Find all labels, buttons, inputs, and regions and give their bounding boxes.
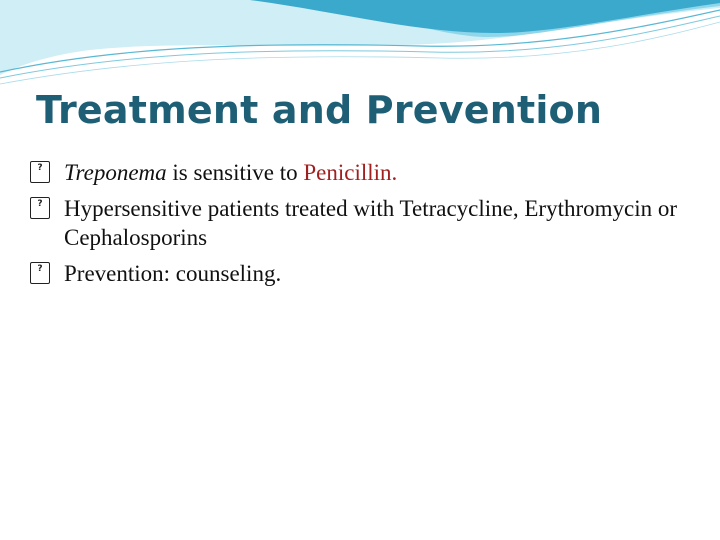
bullet-highlight: Penicillin. bbox=[303, 160, 398, 185]
bullet-item bbox=[30, 194, 690, 252]
bullet-text: is sensitive to bbox=[166, 160, 304, 185]
unknown-glyph-icon: ? bbox=[30, 262, 50, 284]
header-wave-decoration bbox=[0, 0, 720, 90]
bullet-text: Hypersensitive patients treated with Tetracycline, Erythromycin or Cephalosporins bbox=[64, 196, 678, 250]
bullet-text: : counseling. bbox=[163, 261, 282, 286]
bullet-term: Prevention bbox=[64, 261, 164, 286]
unknown-glyph-icon: ? bbox=[30, 197, 50, 219]
bullet-item bbox=[30, 259, 690, 288]
unknown-glyph-icon: ? bbox=[30, 161, 50, 183]
bullet-item bbox=[30, 158, 690, 187]
slide-title: Treatment and Prevention bbox=[36, 88, 603, 132]
bullet-list bbox=[30, 158, 690, 295]
bullet-italic-term: Treponema bbox=[64, 160, 167, 185]
